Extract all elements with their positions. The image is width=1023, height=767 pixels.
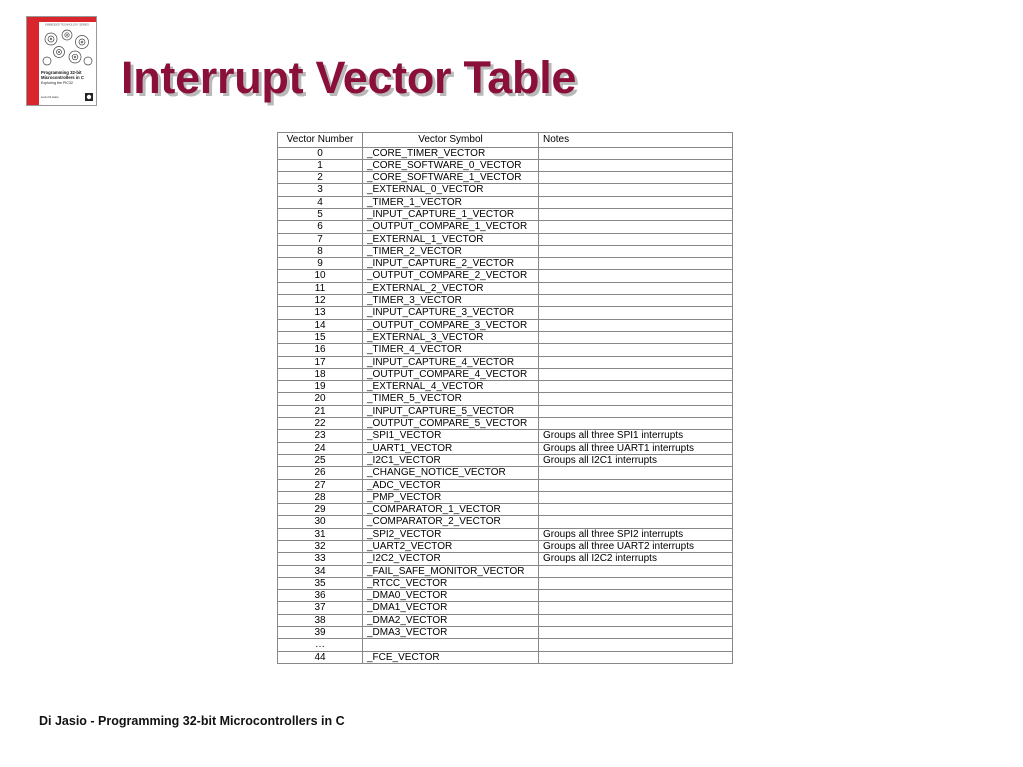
header-notes: Notes [539,133,733,148]
vector-number-cell: 44 [278,651,363,663]
notes-cell [539,368,733,380]
vector-symbol-cell: _INPUT_CAPTURE_4_VECTOR [363,356,539,368]
table-row [278,430,733,442]
table-row [278,405,733,417]
vector-symbol-cell: _INPUT_CAPTURE_1_VECTOR [363,208,539,220]
vector-number-cell: 0 [278,147,363,159]
notes-cell [539,196,733,208]
vector-symbol-cell: _EXTERNAL_3_VECTOR [363,331,539,343]
header-vector-number: Vector Number [278,133,363,148]
vector-symbol-cell [363,639,539,651]
table-row [278,651,733,663]
table-row [278,208,733,220]
vector-symbol-cell: _OUTPUT_COMPARE_5_VECTOR [363,418,539,430]
slide-title: Interrupt Vector Table [121,52,577,103]
vector-number-cell: 21 [278,405,363,417]
vector-symbol-cell: _DMA0_VECTOR [363,590,539,602]
table-row [278,184,733,196]
notes-cell: Groups all I2C2 interrupts [539,553,733,565]
table-row [278,270,733,282]
table-row [278,454,733,466]
notes-cell [539,418,733,430]
table-row [278,393,733,405]
notes-cell: Groups all three UART2 interrupts [539,541,733,553]
vector-number-cell: 38 [278,614,363,626]
vector-symbol-cell: _CORE_SOFTWARE_1_VECTOR [363,172,539,184]
notes-cell [539,258,733,270]
vector-number-cell: 2 [278,172,363,184]
vector-number-cell: 27 [278,479,363,491]
table-row [278,331,733,343]
vector-number-cell: 15 [278,331,363,343]
vector-symbol-cell: _COMPARATOR_2_VECTOR [363,516,539,528]
vector-number-cell: 30 [278,516,363,528]
table-row [278,319,733,331]
notes-cell: Groups all I2C1 interrupts [539,454,733,466]
vector-number-cell: 9 [278,258,363,270]
notes-cell [539,565,733,577]
vector-symbol-cell: _DMA1_VECTOR [363,602,539,614]
cover-title-line1: Programming 32-bit [41,70,82,75]
vector-symbol-cell: _INPUT_CAPTURE_3_VECTOR [363,307,539,319]
vector-symbol-cell: _EXTERNAL_1_VECTOR [363,233,539,245]
notes-cell [539,356,733,368]
table-row [278,196,733,208]
notes-cell [539,208,733,220]
vector-symbol-cell: _PMP_VECTOR [363,491,539,503]
notes-cell [539,602,733,614]
vector-symbol-cell: _EXTERNAL_4_VECTOR [363,381,539,393]
notes-cell [539,184,733,196]
notes-cell [539,590,733,602]
table-row [278,627,733,639]
notes-cell [539,491,733,503]
notes-cell [539,282,733,294]
notes-cell [539,245,733,257]
vector-symbol-cell: _TIMER_3_VECTOR [363,295,539,307]
vector-number-cell: 7 [278,233,363,245]
table-row [278,553,733,565]
table-row [278,245,733,257]
table-row [278,467,733,479]
table-body [278,147,733,663]
vector-number-cell: 12 [278,295,363,307]
vector-number-cell: 18 [278,368,363,380]
vector-symbol-cell: _SPI2_VECTOR [363,528,539,540]
notes-cell [539,614,733,626]
vector-symbol-cell: _I2C1_VECTOR [363,454,539,466]
table-row [278,381,733,393]
table-row [278,504,733,516]
table-row [278,356,733,368]
notes-cell [539,504,733,516]
vector-number-cell: 17 [278,356,363,368]
cover-subtitle: Exploring the PIC32 [41,81,73,85]
vector-number-cell: 13 [278,307,363,319]
notes-cell [539,479,733,491]
vector-symbol-cell: _UART1_VECTOR [363,442,539,454]
vector-symbol-cell: _TIMER_4_VECTOR [363,344,539,356]
table-row [278,221,733,233]
vector-symbol-cell: _OUTPUT_COMPARE_3_VECTOR [363,319,539,331]
vector-number-cell: 10 [278,270,363,282]
notes-cell [539,331,733,343]
vector-symbol-cell: _INPUT_CAPTURE_5_VECTOR [363,405,539,417]
vector-number-cell: 37 [278,602,363,614]
cover-title-line2: Microcontrollers in C [41,75,84,80]
vector-symbol-cell: _EXTERNAL_0_VECTOR [363,184,539,196]
vector-number-cell: 36 [278,590,363,602]
notes-cell [539,639,733,651]
vector-symbol-cell: _OUTPUT_COMPARE_1_VECTOR [363,221,539,233]
vector-number-cell: 34 [278,565,363,577]
book-cover-art [27,17,96,105]
vector-symbol-cell: _SPI1_VECTOR [363,430,539,442]
vector-symbol-cell: _DMA2_VECTOR [363,614,539,626]
vector-number-cell: 19 [278,381,363,393]
table-row [278,172,733,184]
vector-number-cell: 1 [278,159,363,171]
vector-symbol-cell: _TIMER_2_VECTOR [363,245,539,257]
vector-number-cell: 8 [278,245,363,257]
vector-symbol-cell: _RTCC_VECTOR [363,577,539,589]
notes-cell [539,393,733,405]
notes-cell [539,233,733,245]
vector-symbol-cell: _ADC_VECTOR [363,479,539,491]
vector-number-cell: 26 [278,467,363,479]
notes-cell [539,295,733,307]
vector-number-cell: 16 [278,344,363,356]
notes-cell: Groups all three UART1 interrupts [539,442,733,454]
book-cover-image [26,16,97,106]
notes-cell [539,147,733,159]
table-row [278,602,733,614]
vector-number-cell: 35 [278,577,363,589]
notes-cell [539,405,733,417]
table-row [278,307,733,319]
vector-number-cell: 39 [278,627,363,639]
vector-symbol-cell: _DMA3_VECTOR [363,627,539,639]
vector-symbol-cell: _OUTPUT_COMPARE_2_VECTOR [363,270,539,282]
vector-symbol-cell: _COMPARATOR_1_VECTOR [363,504,539,516]
table-row [278,159,733,171]
vector-number-cell: 28 [278,491,363,503]
vector-number-cell: 23 [278,430,363,442]
notes-cell [539,651,733,663]
vector-number-cell: 4 [278,196,363,208]
table-row [278,590,733,602]
vector-number-cell: 31 [278,528,363,540]
interrupt-vector-table [277,132,733,664]
vector-symbol-cell: _TIMER_5_VECTOR [363,393,539,405]
vector-symbol-cell: _UART2_VECTOR [363,541,539,553]
vector-symbol-cell: _CORE_SOFTWARE_0_VECTOR [363,159,539,171]
vector-number-cell: … [278,639,363,651]
vector-number-cell: 22 [278,418,363,430]
vector-number-cell: 25 [278,454,363,466]
vector-symbol-cell: _CHANGE_NOTICE_VECTOR [363,467,539,479]
table-row [278,344,733,356]
vector-number-cell: 20 [278,393,363,405]
vector-symbol-cell: _FAIL_SAFE_MONITOR_VECTOR [363,565,539,577]
table-row [278,577,733,589]
table-row [278,147,733,159]
vector-number-cell: 5 [278,208,363,220]
cover-author: Lucio Di Jasio [41,95,59,99]
notes-cell [539,516,733,528]
vector-number-cell: 3 [278,184,363,196]
table-row [278,442,733,454]
table-row [278,233,733,245]
table-row [278,258,733,270]
vector-number-cell: 11 [278,282,363,294]
notes-cell [539,344,733,356]
table-header-row [278,133,733,148]
notes-cell [539,221,733,233]
table-row [278,418,733,430]
table-row [278,639,733,651]
notes-cell [539,172,733,184]
table-row [278,479,733,491]
slide-footer: Di Jasio - Programming 32-bit Microcontrollers in C [39,714,345,728]
table-row [278,491,733,503]
table-row [278,282,733,294]
cover-series-text: EMBEDDED TECHNOLOGY SERIES [45,23,89,27]
vector-symbol-cell: _FCE_VECTOR [363,651,539,663]
vector-number-cell: 24 [278,442,363,454]
table-row [278,565,733,577]
vector-symbol-cell: _TIMER_1_VECTOR [363,196,539,208]
notes-cell [539,467,733,479]
vector-number-cell: 33 [278,553,363,565]
vector-symbol-cell: _OUTPUT_COMPARE_4_VECTOR [363,368,539,380]
vector-number-cell: 14 [278,319,363,331]
table-row [278,368,733,380]
table-row [278,614,733,626]
vector-number-cell: 32 [278,541,363,553]
notes-cell: Groups all three SPI2 interrupts [539,528,733,540]
vector-symbol-cell: _INPUT_CAPTURE_2_VECTOR [363,258,539,270]
cover-accent-band [27,17,39,105]
notes-cell [539,381,733,393]
vector-symbol-cell: _CORE_TIMER_VECTOR [363,147,539,159]
vector-number-cell: 6 [278,221,363,233]
notes-cell [539,307,733,319]
notes-cell [539,319,733,331]
vector-symbol-cell: _I2C2_VECTOR [363,553,539,565]
vector-number-cell: 29 [278,504,363,516]
vector-symbol-cell: _EXTERNAL_2_VECTOR [363,282,539,294]
notes-cell [539,270,733,282]
notes-cell: Groups all three SPI1 interrupts [539,430,733,442]
header-vector-symbol: Vector Symbol [363,133,539,148]
notes-cell [539,577,733,589]
table-row [278,541,733,553]
table-row [278,295,733,307]
notes-cell [539,627,733,639]
table-row [278,516,733,528]
table-row [278,528,733,540]
notes-cell [539,159,733,171]
